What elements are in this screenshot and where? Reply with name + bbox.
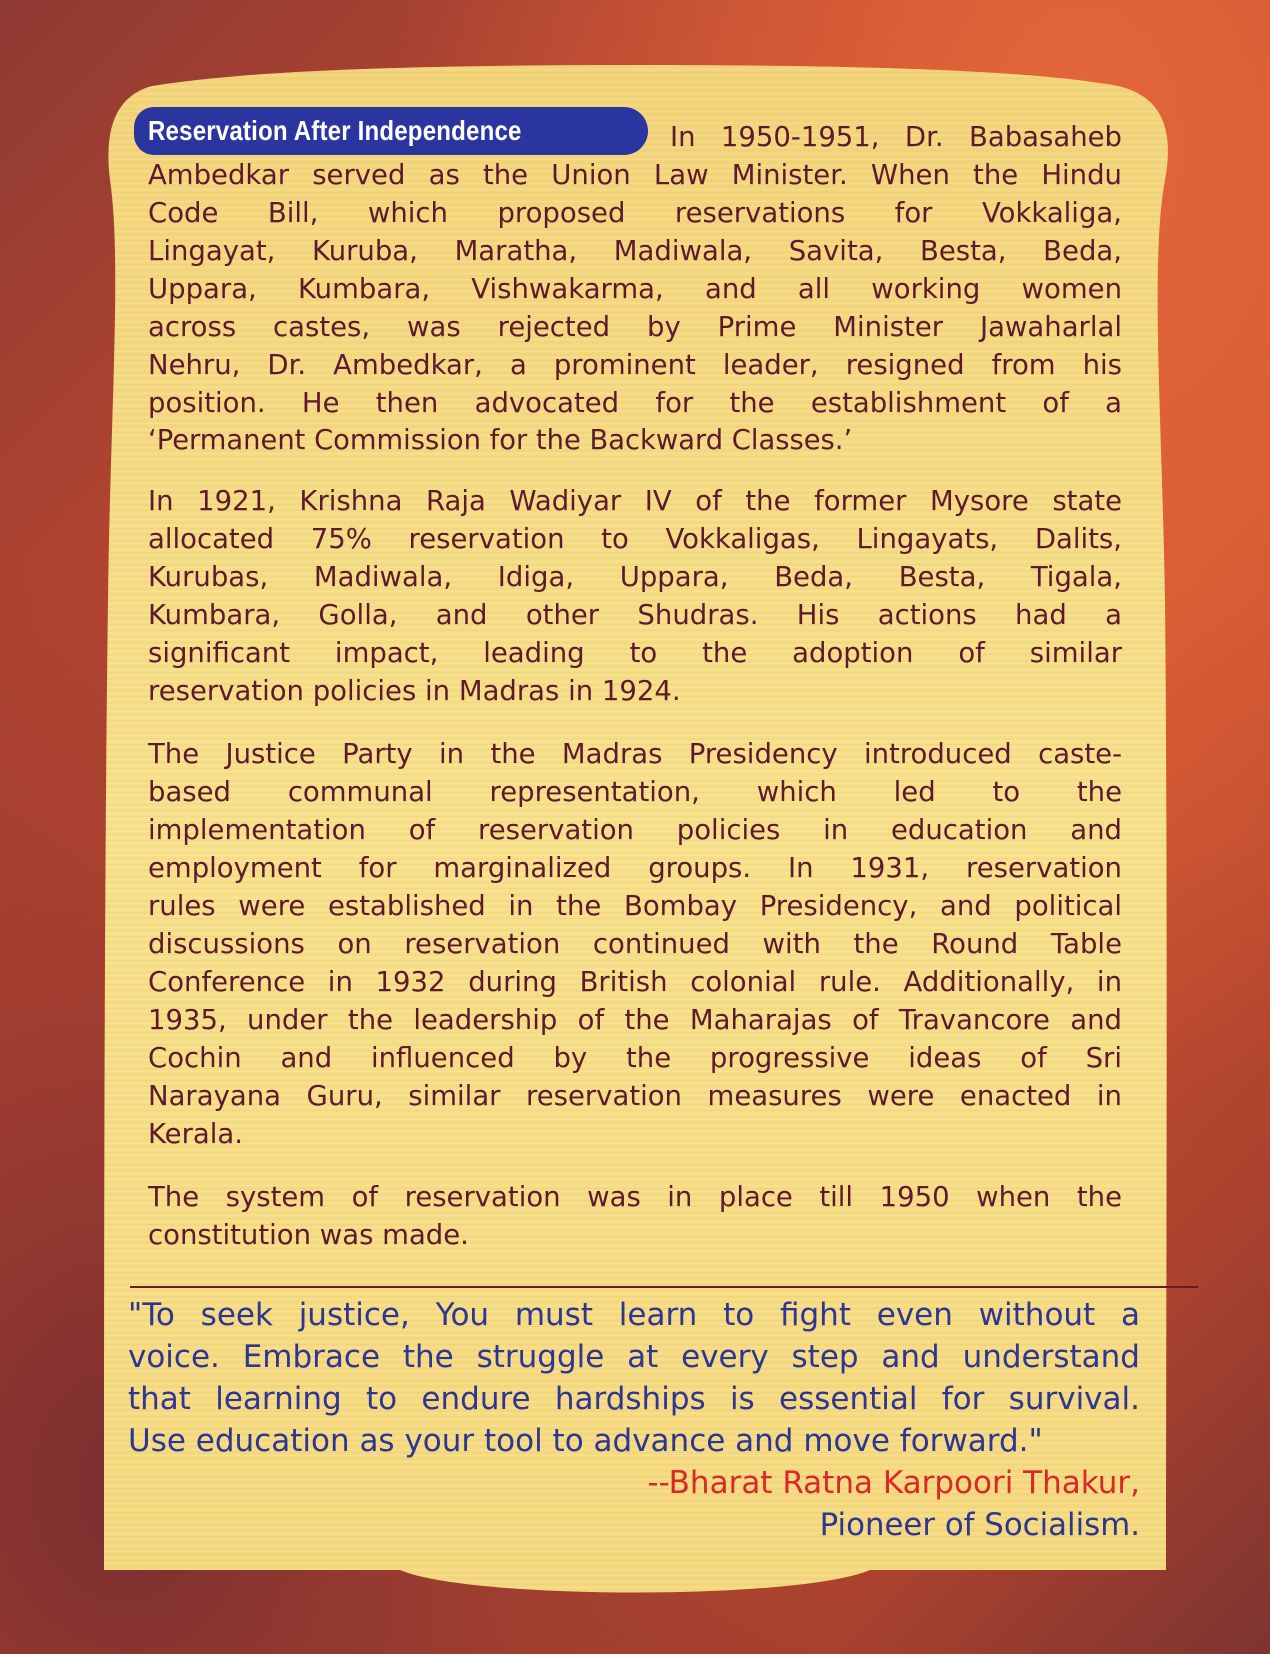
quote-line-3: that learning to endure hardships is essential for survival. [128, 1381, 1140, 1417]
quote-line-1: "To seek justice, You must learn to fight even without a [128, 1297, 1140, 1333]
paragraph-1-line-3: Code Bill, which proposed reservations for Vokkaliga, [148, 197, 1122, 229]
paragraph-1-line-2: Ambedkar served as the Union Law Minister. When the Hindu [148, 159, 1122, 191]
paragraph-3-line-4: employment for marginalized groups. In 1931, reservation [148, 852, 1122, 884]
paragraph-3-line-10: Narayana Guru, similar reservation measures were enacted in [148, 1080, 1122, 1112]
paragraph-3-line-11: Kerala. [148, 1118, 243, 1150]
paragraph-4-line-2: constitution was made. [148, 1219, 469, 1251]
quote-attribution-name: --Bharat Ratna Karpoori Thakur, [647, 1465, 1140, 1501]
quote-line-2: voice. Embrace the struggle at every step and understand [128, 1339, 1140, 1375]
paragraph-1-line-7: Nehru, Dr. Ambedkar, a prominent leader, resigned from his [148, 349, 1122, 381]
paragraph-1-line-8: position. He then advocated for the establishment of a [148, 387, 1122, 419]
section-heading-badge [134, 107, 648, 155]
paragraph-3-line-3: implementation of reservation policies in education and [148, 814, 1122, 846]
paragraph-3-line-5: rules were established in the Bombay Presidency, and political [148, 890, 1122, 922]
section-heading: Reservation After Independence [148, 115, 522, 146]
paragraph-3-line-6: discussions on reservation continued with the Round Table [148, 928, 1122, 960]
paragraph-2-line-6: reservation policies in Madras in 1924. [148, 675, 681, 707]
paragraph-3-line-7: Conference in 1932 during British colonial rule. Additionally, in [148, 966, 1122, 998]
paragraph-2-line-1: In 1921, Krishna Raja Wadiyar IV of the former Mysore state [148, 485, 1122, 517]
paragraph-1-line-5: Uppara, Kumbara, Vishwakarma, and all working women [148, 273, 1122, 305]
paragraph-3-line-1: The Justice Party in the Madras Presidency introduced caste- [148, 738, 1122, 770]
quote-attribution-title: Pioneer of Socialism. [819, 1507, 1140, 1543]
paragraph-1-line-4: Lingayat, Kuruba, Maratha, Madiwala, Savita, Besta, Beda, [148, 235, 1122, 267]
paragraph-3-line-9: Cochin and influenced by the progressive ideas of Sri [148, 1042, 1122, 1074]
paragraph-2-line-5: significant impact, leading to the adoption of similar [148, 637, 1122, 669]
paragraph-2-line-4: Kumbara, Golla, and other Shudras. His actions had a [148, 599, 1122, 631]
paragraph-2-line-3: Kurubas, Madiwala, Idiga, Uppara, Beda, Besta, Tigala, [148, 561, 1122, 593]
paragraph-3-line-8: 1935, under the leadership of the Maharajas of Travancore and [148, 1004, 1122, 1036]
paragraph-1-line-9: ‘Permanent Commission for the Backward Classes.’ [148, 425, 853, 456]
paragraph-1-line-6: across castes, was rejected by Prime Minister Jawaharlal [148, 311, 1122, 343]
quote-line-4: Use education as your tool to advance and move forward." [128, 1423, 1043, 1459]
paragraph-1-line-1: In 1950-1951, Dr. Babasaheb [670, 121, 1122, 153]
quote-divider [130, 1286, 1198, 1288]
paragraph-2-line-2: allocated 75% reservation to Vokkaligas, Lingayats, Dalits, [148, 523, 1122, 555]
paragraph-4-line-1: The system of reservation was in place till 1950 when the [148, 1181, 1122, 1213]
paragraph-3-line-2: based communal representation, which led to the [148, 776, 1122, 808]
